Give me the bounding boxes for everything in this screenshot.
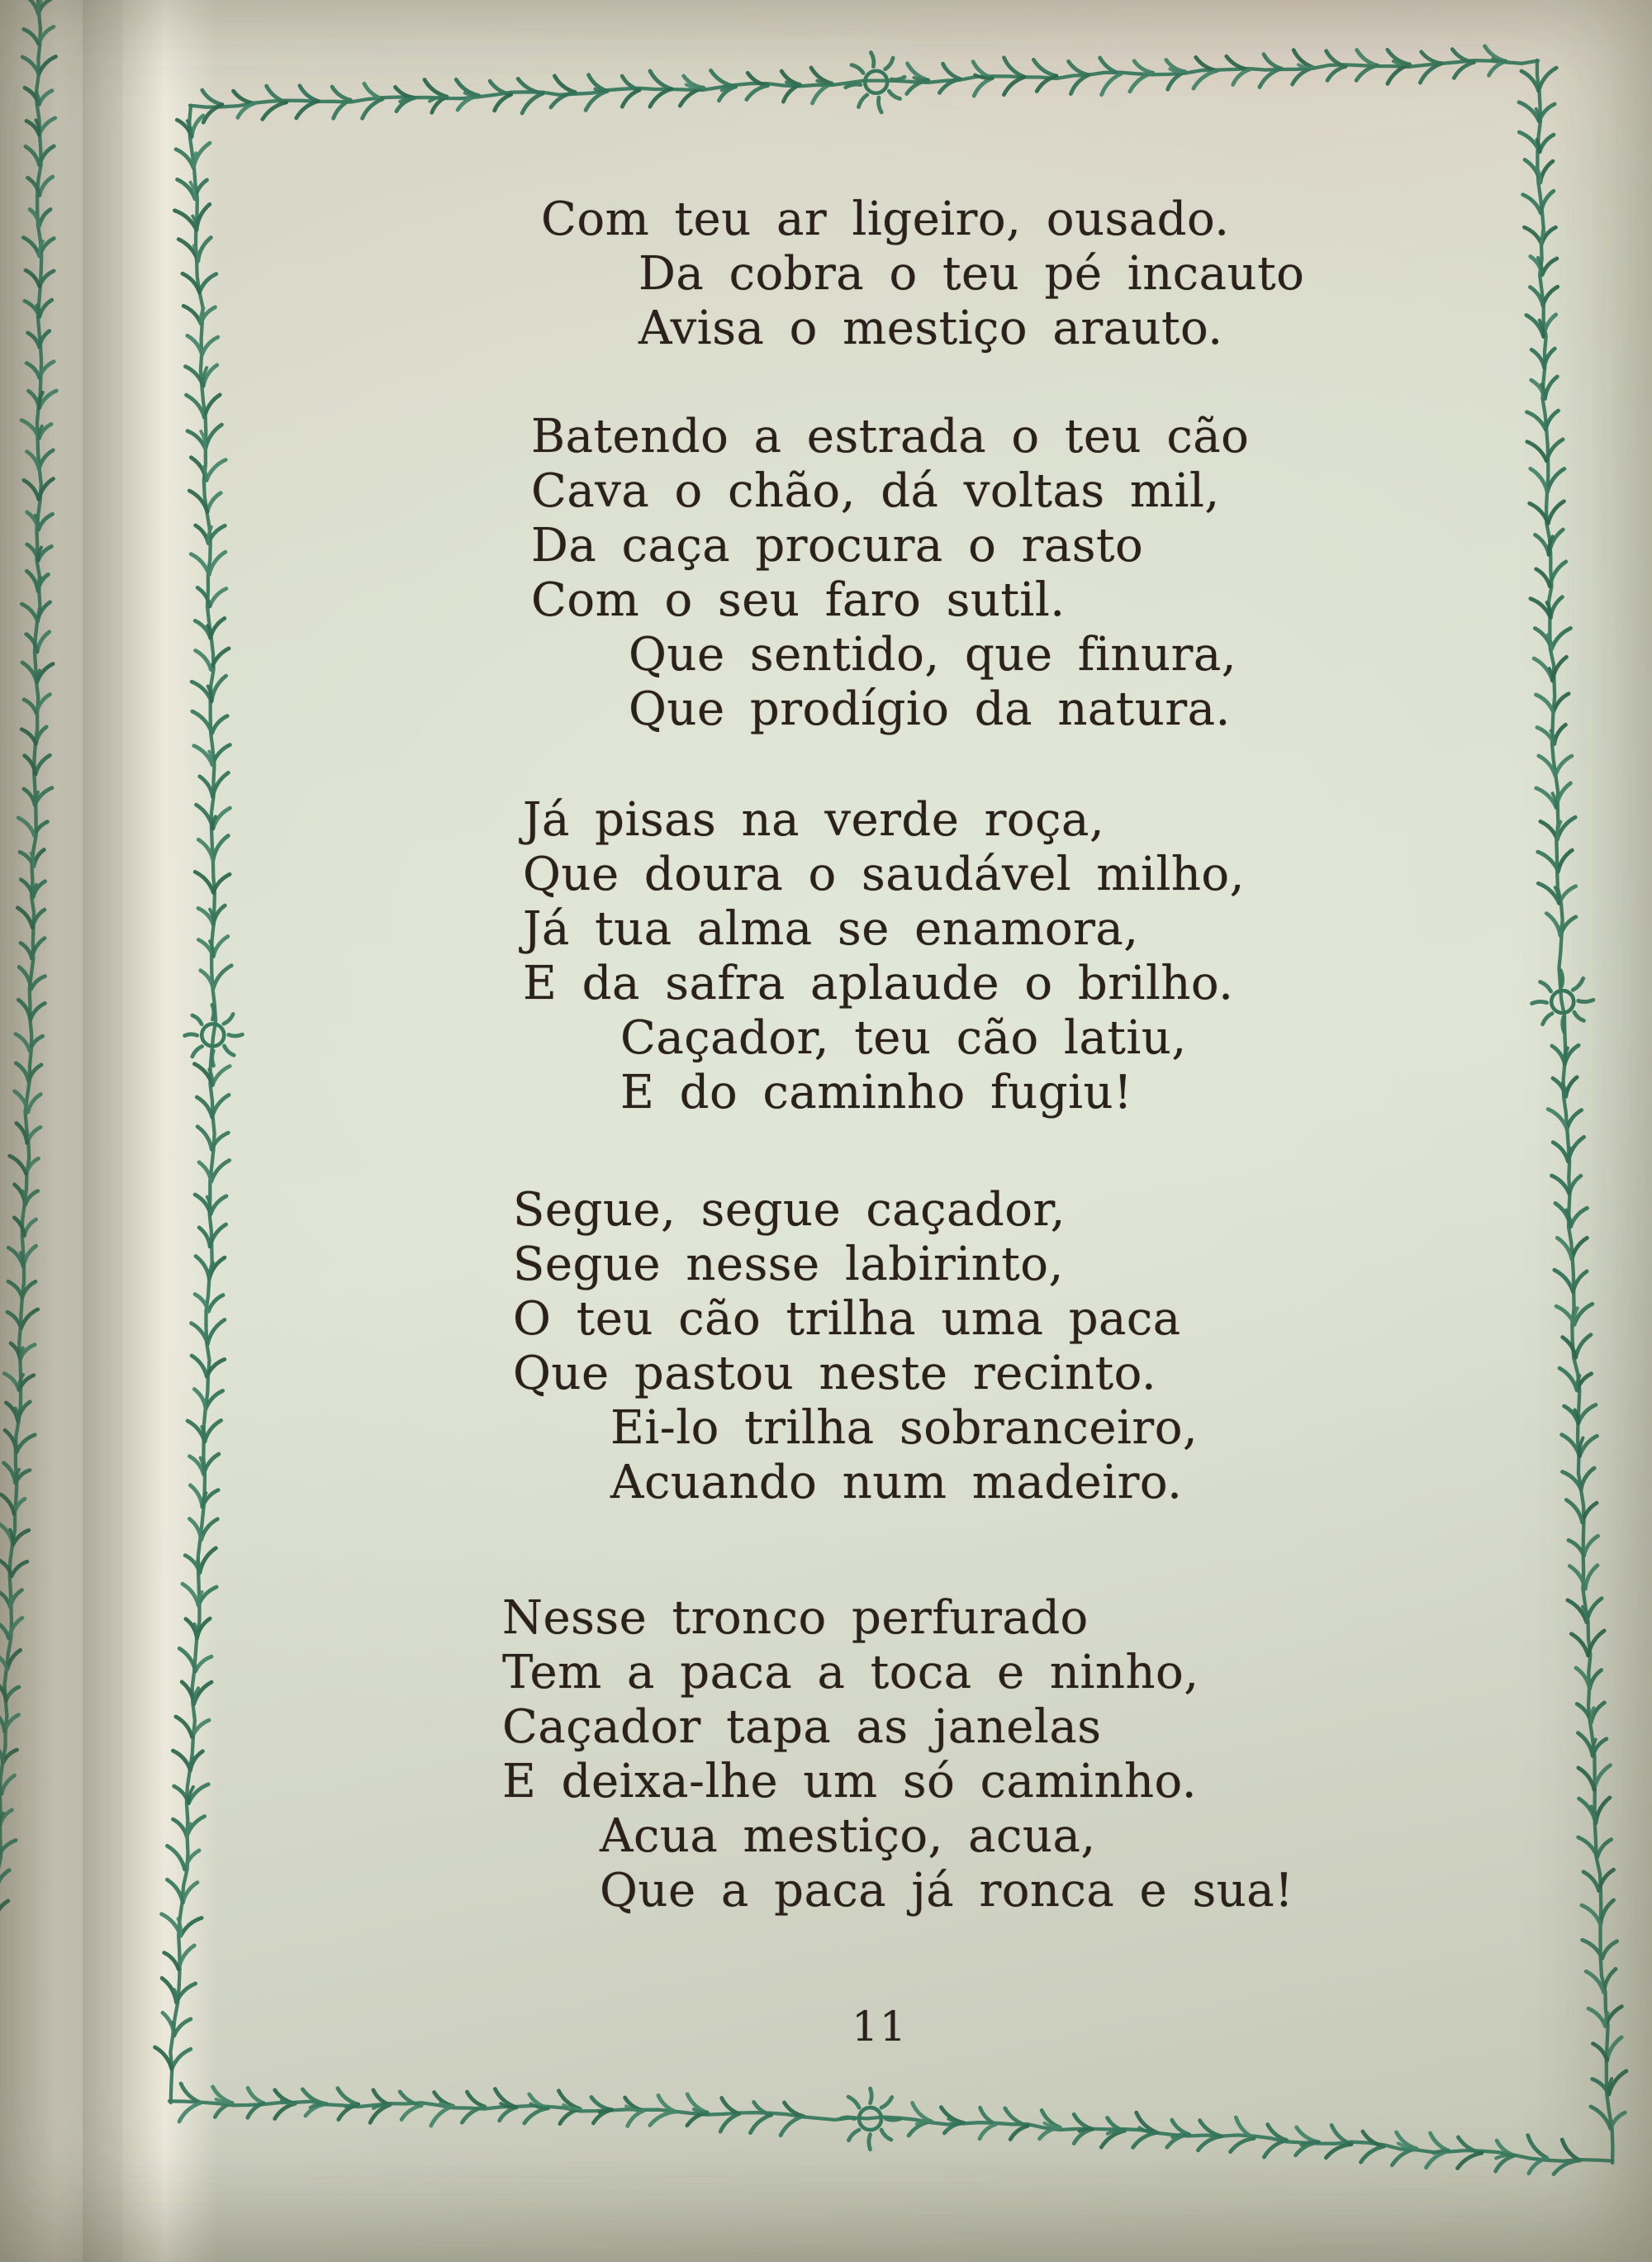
poem-line: E deixa-lhe um só caminho. [502, 1755, 1198, 1808]
poem-line: Acua mestiço, acua, [600, 1809, 1096, 1863]
poem-line: Com o seu faro sutil. [531, 573, 1066, 627]
poem-line: Batendo a estrada o teu cão [531, 410, 1250, 463]
poem-line: Que sentido, que finura, [629, 628, 1237, 682]
poem-line: Segue nesse labirinto, [513, 1238, 1064, 1291]
poem-line: Caçador, teu cão latiu, [620, 1011, 1187, 1065]
poem-line: Que doura o saudável milho, [523, 848, 1245, 901]
poem-line: Tem a paca a toca e ninho, [502, 1646, 1199, 1699]
stanza-5 [502, 1591, 1294, 1918]
poem-line: Ei-lo trilha sobranceiro, [610, 1401, 1199, 1455]
poem-line: Que pastou neste recinto. [513, 1347, 1157, 1400]
poem-line: Que prodígio da natura. [629, 682, 1231, 736]
poem-line: Acuando num madeiro. [610, 1456, 1183, 1509]
poem-line: Da cobra o teu pé incauto [638, 247, 1305, 301]
poem-line: Já tua alma se enamora, [523, 902, 1139, 956]
poem-line: O teu cão trilha uma paca [513, 1292, 1181, 1346]
poem-line: Com teu ar ligeiro, ousado. [541, 192, 1230, 246]
stanza-3 [523, 793, 1245, 1120]
poem-line: E do caminho fugiu! [620, 1066, 1133, 1119]
poem-line: Que a paca já ronca e sua! [600, 1864, 1294, 1917]
poem-line: Nesse tronco perfurado [502, 1591, 1089, 1645]
poem-line: E da safra aplaude o brilho. [523, 957, 1234, 1010]
poem-line: Da caça procura o rasto [531, 519, 1144, 573]
stanza-2 [531, 410, 1249, 737]
poem-line: Avisa o mestiço arauto. [638, 302, 1223, 355]
poem-line: Cava o chão, dá voltas mil, [531, 464, 1220, 518]
page-number: 11 [852, 2003, 908, 2051]
poem-line: Segue, segue caçador, [513, 1183, 1066, 1237]
stanza-1 [541, 192, 1304, 356]
poem-line: Já pisas na verde roça, [523, 793, 1105, 847]
stanza-4 [513, 1183, 1198, 1510]
poem-line: Caçador tapa as janelas [502, 1700, 1102, 1754]
